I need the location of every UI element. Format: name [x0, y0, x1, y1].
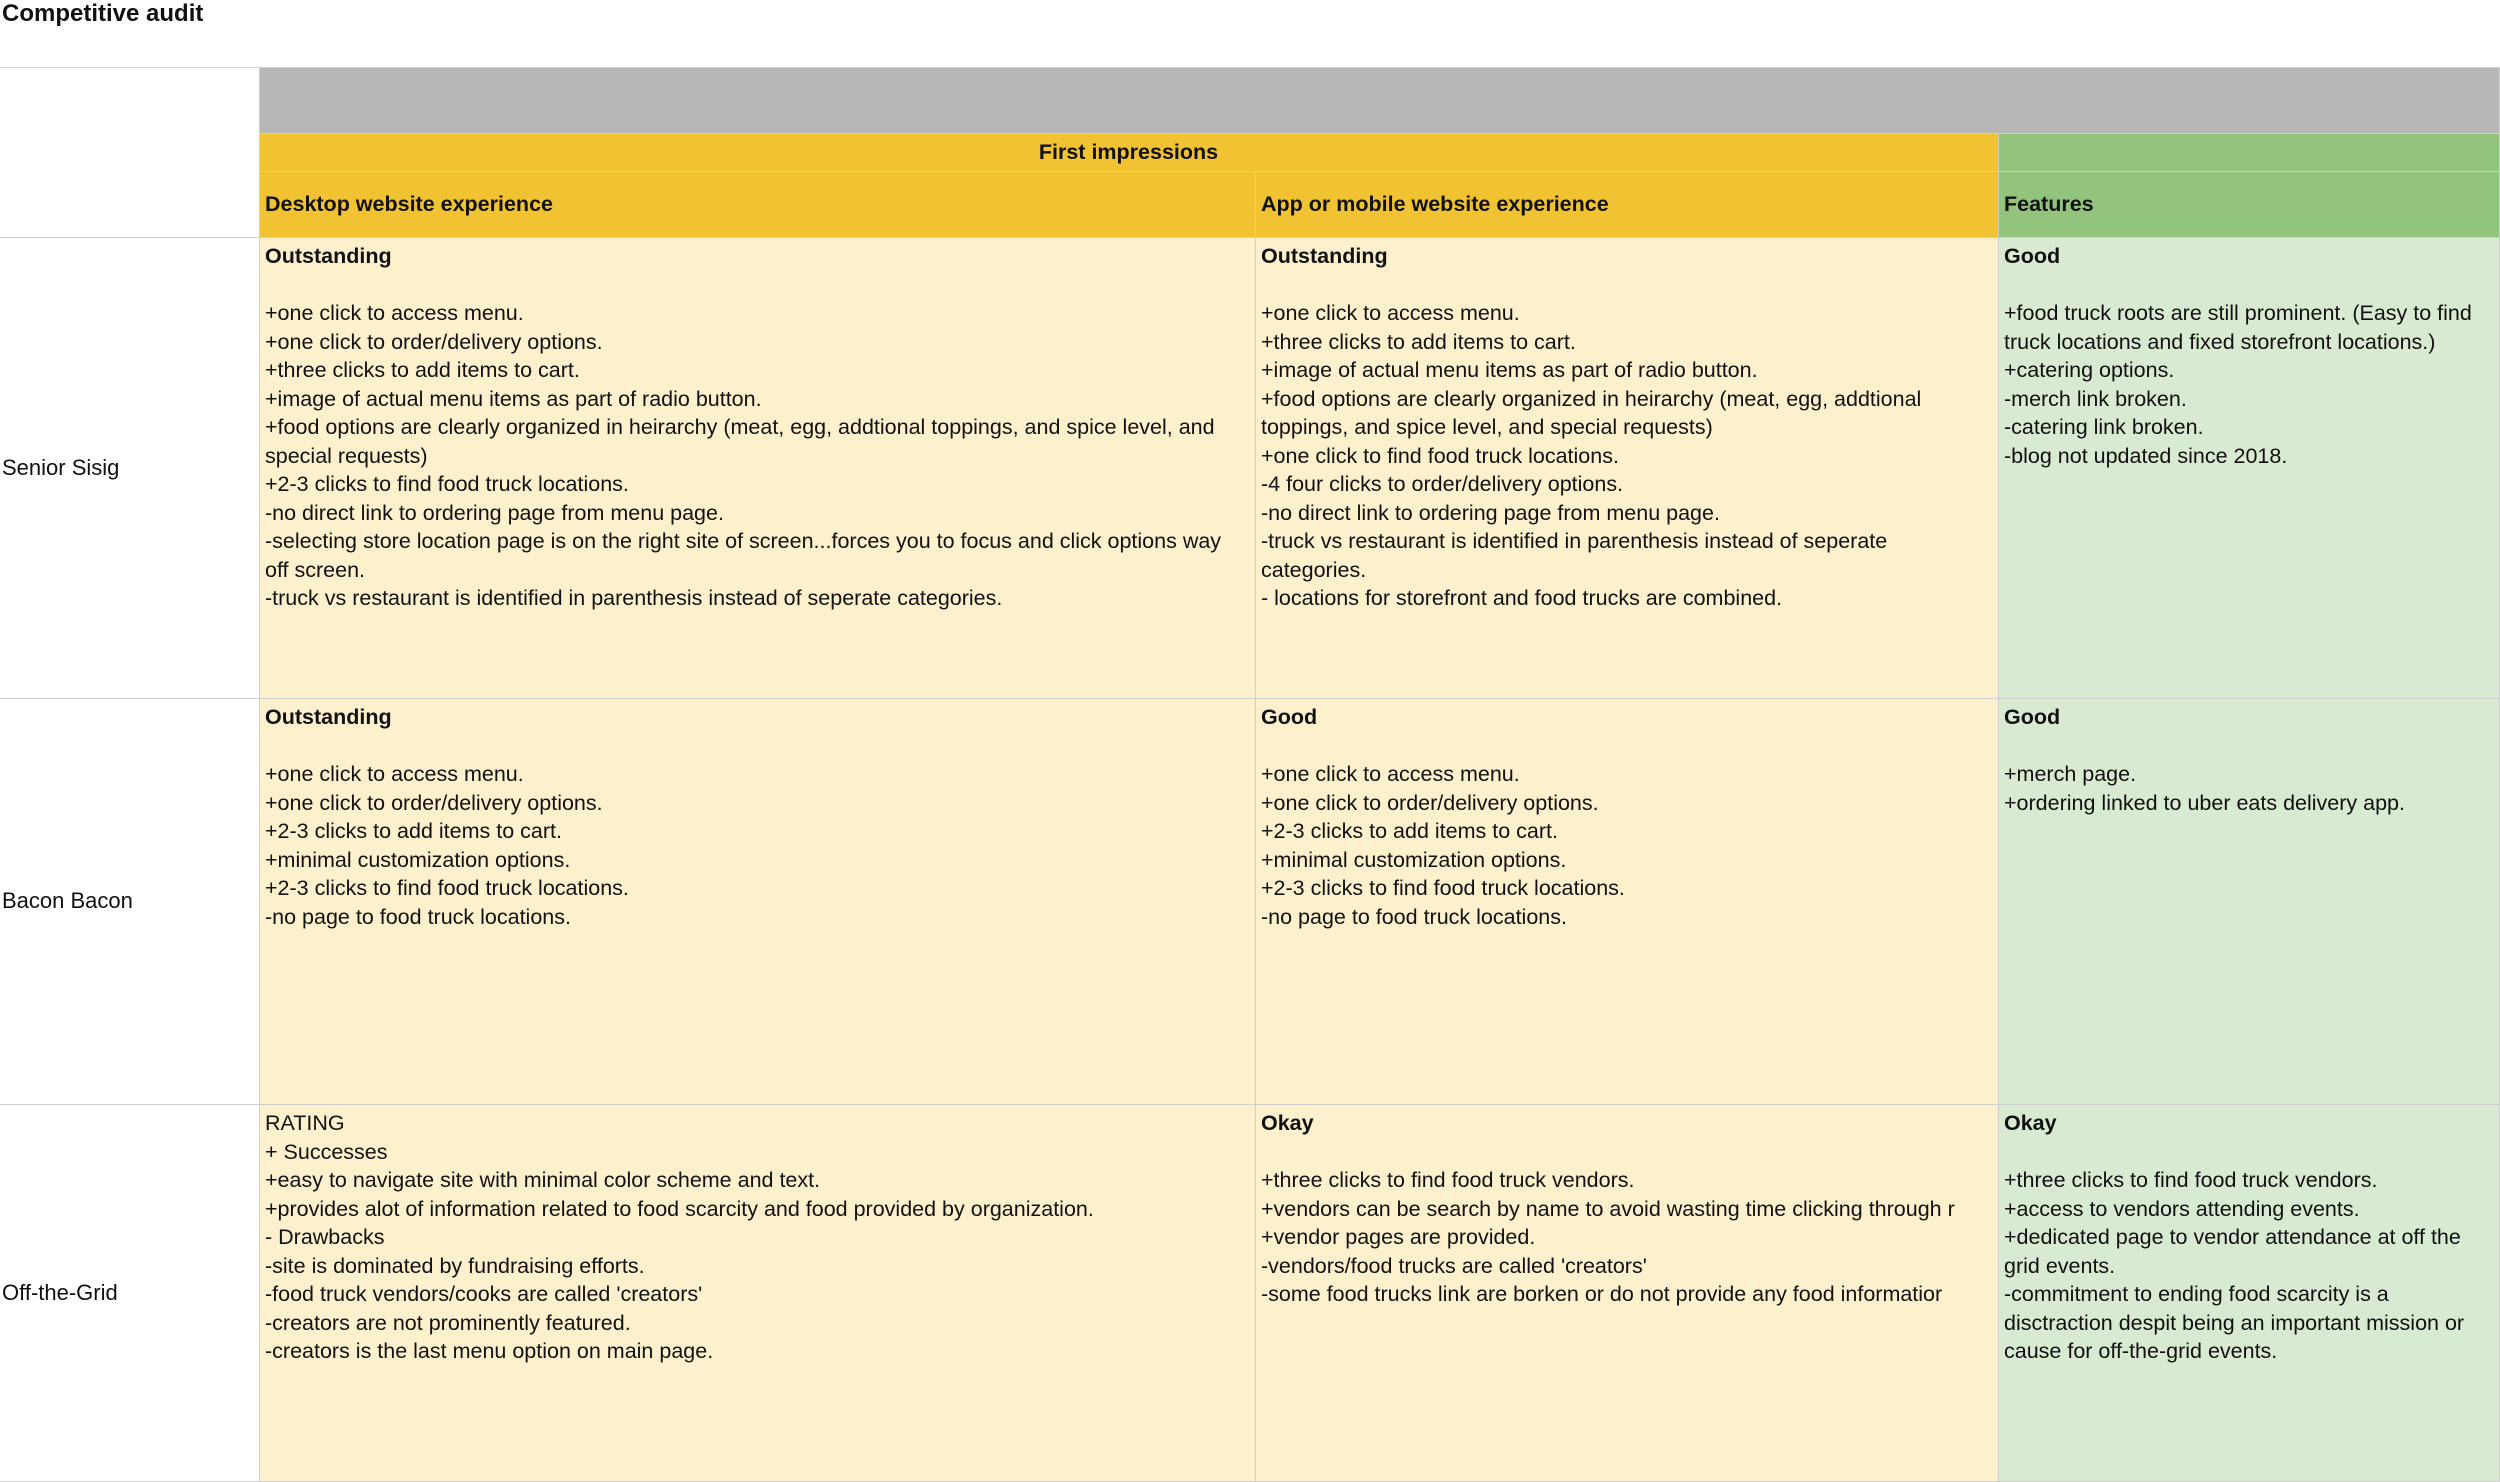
note-line: -selecting store location page is on the right site of screen...forces you to focus and click options way off screen.: [265, 529, 1228, 582]
note-line: +2-3 clicks to find food truck locations.: [265, 472, 629, 496]
gridline: [0, 1104, 2500, 1105]
note-line: +dedicated page to vendor attendance at off the grid events.: [2004, 1225, 2467, 1278]
senior-sisig-mobile-cell[interactable]: [1255, 237, 1998, 698]
row-label-off-the-grid: Off-the-Grid: [2, 1280, 118, 1305]
gridline: [259, 133, 2500, 134]
gridline: [259, 171, 2500, 172]
off-the-grid-mobile-cell[interactable]: [1255, 1104, 1998, 1482]
rating-label: Outstanding: [265, 705, 392, 729]
rating-label: Good: [2004, 244, 2061, 268]
desktop-header-label: Desktop website experience: [265, 191, 553, 216]
rating-label: Okay: [1261, 1111, 1314, 1135]
note-line: -site is dominated by fundraising efforts.: [265, 1253, 645, 1278]
bacon-bacon-mobile-cell[interactable]: [1255, 698, 1998, 1104]
row-label-senior-sisig: Senior Sisig: [2, 454, 120, 480]
first-impressions-header: [259, 133, 1998, 171]
note-line: +2-3 clicks to find food truck locations.: [1261, 876, 1625, 900]
note-line: +one click to find food truck locations.: [1261, 443, 1619, 468]
features-header-label: Features: [2004, 191, 2094, 216]
note-line: +three clicks to find food truck vendors.: [2004, 1168, 2378, 1192]
note-line: +2-3 clicks to add items to cart.: [1261, 819, 1558, 843]
bacon-bacon-desktop-cell[interactable]: [259, 698, 1255, 1104]
note-line: -truck vs restaurant is identified in parenthesis instead of seperate categories.: [1261, 529, 1894, 582]
note-line: +2-3 clicks to find food truck locations.: [265, 876, 629, 900]
gray-header-band: [259, 67, 2500, 133]
note-line: +image of actual menu items as part of radio button.: [1261, 358, 1758, 382]
rating-label: Good: [1261, 705, 1318, 729]
rating-label: RATING: [265, 1111, 345, 1135]
note-line: + Successes: [265, 1139, 388, 1164]
note-line: +one click to order/delivery options.: [265, 329, 603, 354]
note-line: +easy to navigate site with minimal color scheme and text.: [265, 1168, 821, 1192]
gridline: [1998, 133, 1999, 1482]
note-line: +access to vendors attending events.: [2004, 1196, 2360, 1221]
row-label-bacon-bacon: Bacon Bacon: [2, 888, 133, 913]
features-group-header: [1998, 133, 2500, 171]
note-line: +ordering linked to uber eats delivery app.: [2004, 790, 2405, 815]
mobile-column-header: [1255, 171, 1998, 237]
rating-label: Good: [2004, 705, 2061, 729]
note-line: +food options are clearly organized in heirarchy (meat, egg, addtional toppings, and spice level, and special requests): [265, 415, 1221, 468]
note-line: -some food trucks link are borken or do not provide any food informatior: [1261, 1282, 1943, 1306]
note-line: +one click to order/delivery options.: [1261, 790, 1599, 815]
note-line: +one click to access menu.: [1261, 762, 1520, 786]
note-line: +food options are clearly organized in heirarchy (meat, egg, addtional toppings, and spice level, and special requests): [1261, 386, 1928, 439]
gridline: [259, 67, 260, 1482]
note-line: +one click to access menu.: [1261, 301, 1520, 325]
note-line: +one click to order/delivery options.: [265, 790, 603, 815]
bacon-bacon-features-cell[interactable]: [1998, 698, 2500, 1104]
note-line: +three clicks to add items to cart.: [1261, 329, 1576, 354]
first-impressions-label: First impressions: [1038, 139, 1219, 164]
note-line: +image of actual menu items as part of radio button.: [265, 386, 762, 411]
note-line: -food truck vendors/cooks are called 'creators': [265, 1282, 703, 1306]
note-line: -blog not updated since 2018.: [2004, 443, 2288, 468]
note-line: -vendors/food trucks are called 'creators': [1261, 1253, 1647, 1278]
note-line: +minimal customization options.: [1261, 847, 1567, 872]
gridline: [1255, 171, 1256, 1482]
note-line: +provides alot of information related to food scarcity and food provided by organization.: [265, 1196, 1094, 1221]
note-line: -no direct link to ordering page from menu page.: [265, 500, 724, 525]
senior-sisig-features-cell[interactable]: [1998, 237, 2500, 698]
note-line: -no page to food truck locations.: [265, 904, 571, 929]
note-line: -creators is the last menu option on main page.: [265, 1339, 714, 1363]
note-line: - locations for storefront and food trucks are combined.: [1261, 586, 1783, 610]
note-line: +minimal customization options.: [265, 847, 571, 872]
note-line: -truck vs restaurant is identified in parenthesis instead of seperate categories.: [265, 586, 1003, 610]
note-line: +three clicks to find food truck vendors.: [1261, 1168, 1635, 1192]
note-line: +one click to access menu.: [265, 301, 524, 325]
note-line: +three clicks to add items to cart.: [265, 358, 580, 382]
note-line: -catering link broken.: [2004, 415, 2204, 439]
note-line: - Drawbacks: [265, 1225, 385, 1249]
gridline: [0, 67, 2500, 68]
note-line: +vendor pages are provided.: [1261, 1225, 1536, 1249]
mobile-header-label: App or mobile website experience: [1261, 191, 1609, 216]
senior-sisig-desktop-cell[interactable]: [259, 237, 1255, 698]
off-the-grid-desktop-cell[interactable]: [259, 1104, 1255, 1482]
note-line: +food truck roots are still prominent. (Easy to find truck locations and fixed storefront locations.): [2004, 301, 2478, 354]
note-line: -merch link broken.: [2004, 386, 2187, 411]
note-line: +catering options.: [2004, 358, 2175, 382]
note-line: +merch page.: [2004, 762, 2137, 786]
note-line: +vendors can be search by name to avoid wasting time clicking through r: [1261, 1196, 1955, 1221]
note-line: -creators are not prominently featured.: [265, 1310, 631, 1335]
note-line: +2-3 clicks to add items to cart.: [265, 819, 562, 843]
note-line: -no page to food truck locations.: [1261, 904, 1567, 929]
sheet-title: Competitive audit: [2, 0, 204, 27]
rating-label: Outstanding: [265, 244, 392, 268]
off-the-grid-features-cell[interactable]: [1998, 1104, 2500, 1482]
gridline: [0, 698, 2500, 699]
rating-label: Outstanding: [1261, 244, 1388, 268]
note-line: +one click to access menu.: [265, 762, 524, 786]
desktop-column-header: [259, 171, 1255, 237]
note-line: -4 four clicks to order/delivery options.: [1261, 472, 1624, 496]
rating-label: Okay: [2004, 1111, 2057, 1135]
note-line: -no direct link to ordering page from menu page.: [1261, 500, 1720, 525]
features-column-header: [1998, 171, 2500, 237]
note-line: -commitment to ending food scarcity is a disctraction despit being an important mission or cause for off-the-grid events.: [2004, 1282, 2471, 1363]
gridline: [0, 237, 2500, 238]
